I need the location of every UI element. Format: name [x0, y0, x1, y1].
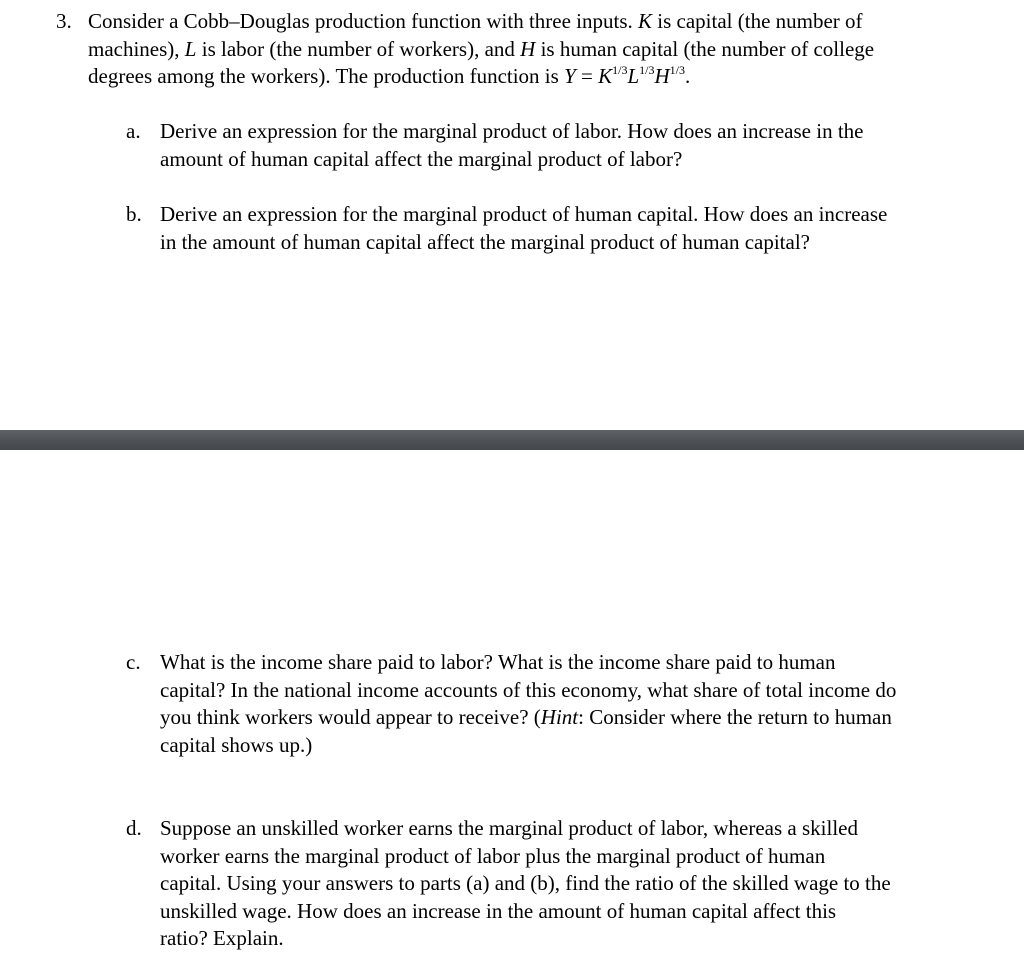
eq-period: . — [685, 64, 691, 88]
hint-text: : Consider where the return to human — [578, 705, 892, 729]
part-a-line-1: Derive an expression for the marginal product of labor. How does an increase in the — [160, 119, 864, 143]
var-l: L — [184, 36, 197, 61]
part-d-text — [160, 815, 891, 953]
question-stem — [88, 8, 874, 91]
part-d-label: d. — [126, 816, 142, 840]
part-b-label: b. — [126, 202, 142, 226]
eq-equals: = — [575, 64, 599, 88]
part-c-line-3 — [160, 704, 896, 732]
question-number: 3. — [56, 9, 72, 33]
part-c-line-1: What is the income share paid to labor? What is the income share paid to human — [160, 650, 836, 674]
part-c-line-3-text: you think workers would appear to receive? ( — [160, 705, 541, 729]
part-c-label: c. — [126, 650, 141, 674]
part-d-line-3: capital. Using your answers to parts (a) and (b), find the ratio of the skilled wage to the — [160, 871, 891, 895]
stem-text: degrees among the workers). The production function is — [88, 64, 565, 88]
part-a-label: a. — [126, 119, 141, 143]
eq-k: K — [598, 64, 613, 88]
part-c-line-2: capital? In the national income accounts of this economy, what share of total income do — [160, 677, 897, 702]
question-stem-line-2 — [88, 36, 874, 64]
part-d-line-4: unskilled wage. How does an increase in the amount of human capital affect this — [160, 898, 837, 923]
stem-text: machines), — [88, 36, 185, 61]
part-d-line-1: Suppose an unskilled worker earns the marginal product of labor, whereas a skilled — [160, 816, 858, 840]
var-h: H — [520, 36, 536, 61]
part-a-text — [160, 118, 863, 173]
var-k: K — [638, 9, 653, 33]
production-function-equation — [564, 64, 690, 88]
part-c-text — [160, 649, 896, 759]
stem-text: Consider a Cobb–Douglas production function with three inputs. — [88, 9, 639, 33]
eq-exponent-l: 1/3 — [639, 63, 655, 77]
eq-exponent-h: 1/3 — [669, 63, 686, 77]
eq-exponent-k: 1/3 — [612, 63, 628, 77]
question-stem-line-3 — [88, 63, 874, 91]
page-divider — [0, 430, 1024, 450]
eq-y: Y — [564, 64, 576, 88]
eq-h: H — [654, 64, 670, 88]
part-b-text — [160, 201, 887, 256]
part-b-line-1: Derive an expression for the marginal product of human capital. How does an increase — [160, 202, 888, 226]
hint-label: Hint — [540, 705, 579, 729]
part-d-line-5: ratio? Explain. — [160, 926, 284, 950]
stem-text: is labor (the number of workers), and — [196, 36, 521, 61]
stem-text: is capital (the number of — [652, 9, 863, 33]
part-a-line-2: amount of human capital affect the marginal product of labor? — [160, 146, 683, 171]
stem-text: is human capital (the number of college — [535, 36, 875, 61]
part-d-line-2: worker earns the marginal product of labor plus the marginal product of human — [160, 843, 826, 868]
question-stem-line-1 — [88, 8, 874, 36]
eq-l: L — [627, 64, 640, 88]
part-c-line-4: capital shows up.) — [160, 732, 313, 757]
part-b-line-2: in the amount of human capital affect the marginal product of human capital? — [160, 229, 810, 254]
